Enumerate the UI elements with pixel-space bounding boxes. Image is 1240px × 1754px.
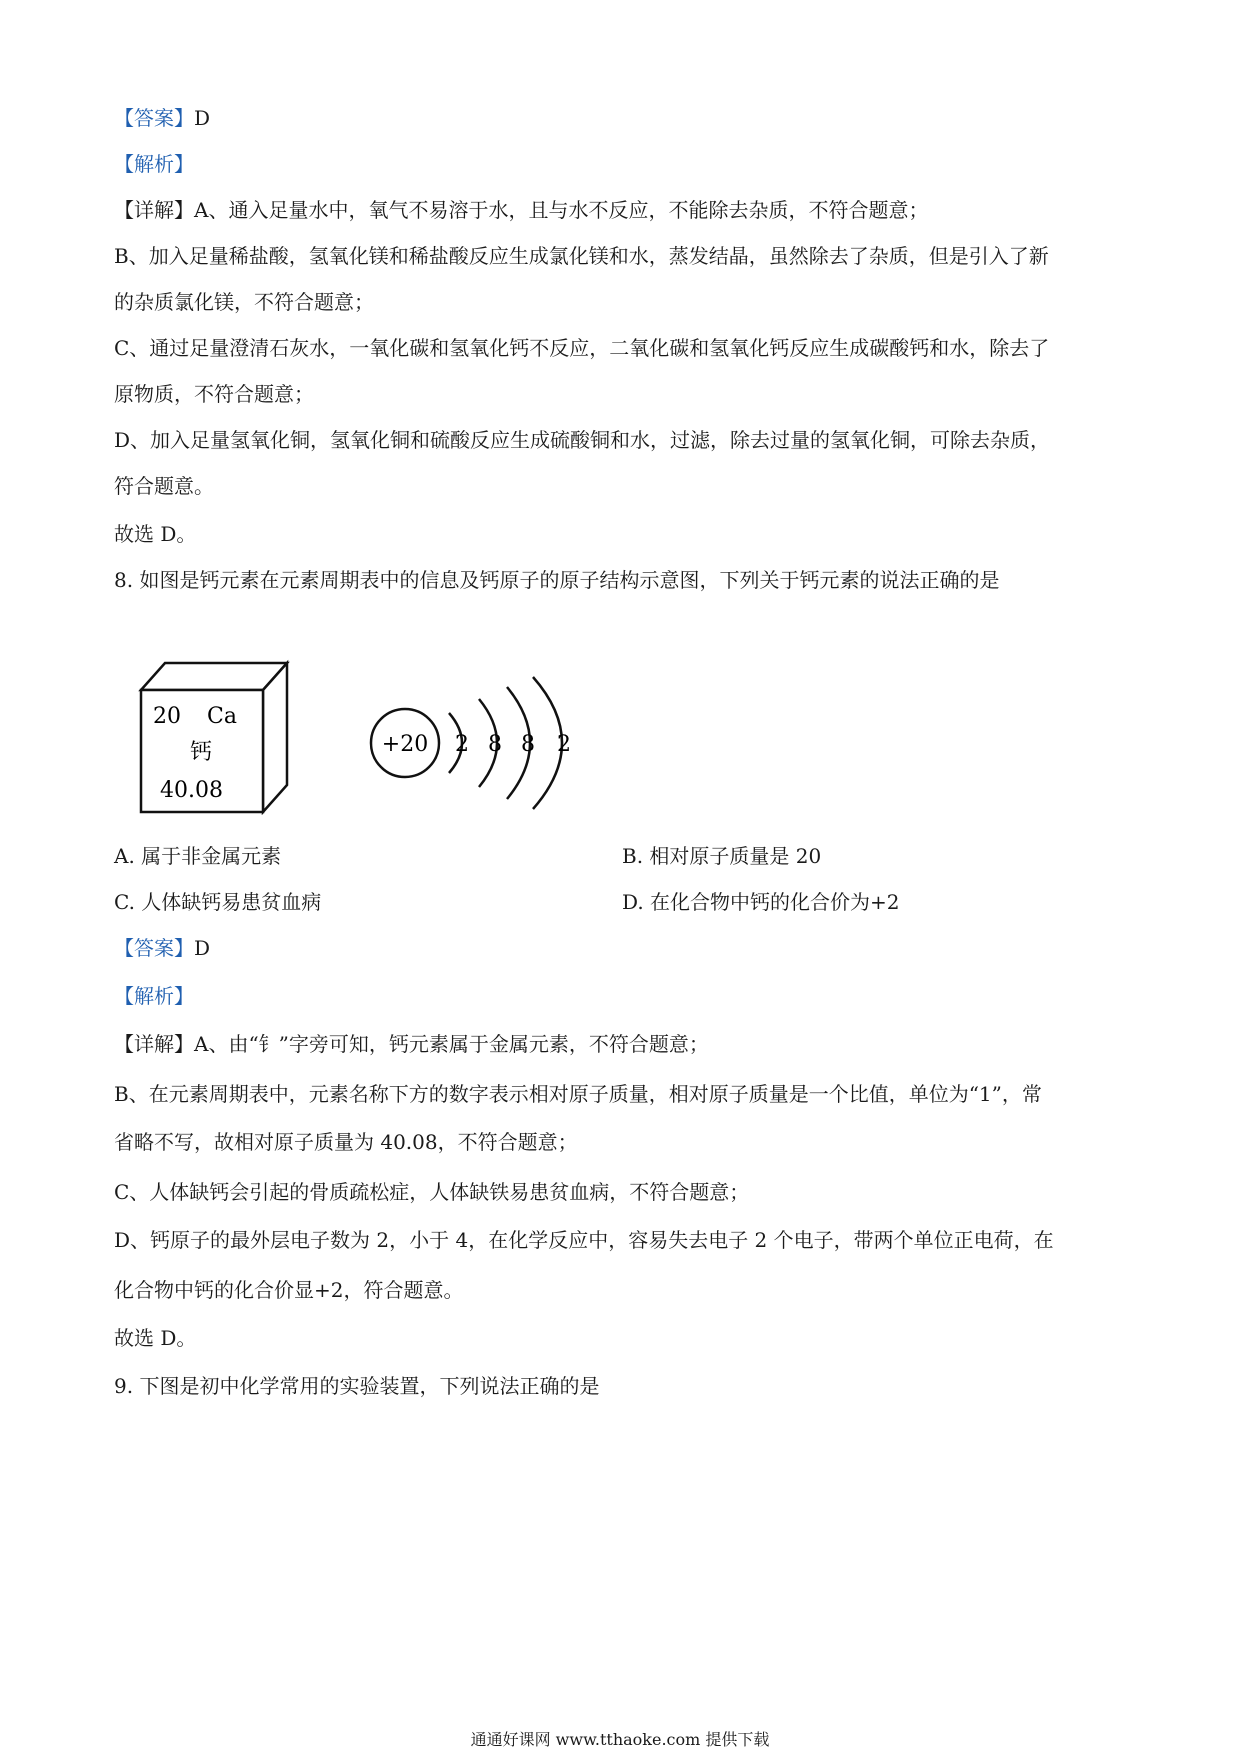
detail-line bbox=[114, 1030, 709, 1058]
option-a: A. 属于非金属元素 bbox=[114, 844, 282, 868]
question-8-stem: 8. 如图是钙元素在元素周期表中的信息及钙原子的原子结构示意图，下列关于钙元素的说法正确的是 bbox=[114, 568, 1000, 592]
detail-text: A、由“钅”字旁可知，钙元素属于金属元素，不符合题意； bbox=[194, 1032, 709, 1056]
answer-value: D bbox=[194, 936, 211, 960]
element-cell bbox=[141, 663, 287, 812]
analysis-tag: 【解析】 bbox=[114, 152, 194, 176]
shell-count-1: 2 bbox=[455, 732, 469, 757]
atomic-mass: 40.08 bbox=[160, 778, 223, 803]
detail-tag: 【详解】 bbox=[114, 198, 194, 222]
text-line: 的杂质氯化镁，不符合题意； bbox=[114, 290, 374, 314]
shell-count-4: 2 bbox=[557, 732, 571, 757]
analysis-tag: 【解析】 bbox=[114, 984, 194, 1008]
text-line: 故选 D。 bbox=[114, 1326, 197, 1350]
answer-line-2 bbox=[114, 934, 210, 962]
answer-value: D bbox=[194, 106, 211, 130]
calcium-figure bbox=[135, 655, 615, 815]
shell-count-2: 8 bbox=[488, 732, 502, 757]
text-line: 化合物中钙的化合价显+2，符合题意。 bbox=[114, 1278, 464, 1302]
text-line: 符合题意。 bbox=[114, 474, 214, 498]
answer-line-1 bbox=[114, 104, 210, 132]
nucleus-charge: +20 bbox=[381, 732, 429, 757]
element-symbol: Ca bbox=[207, 704, 237, 729]
text-line: 故选 D。 bbox=[114, 522, 197, 546]
answer-tag: 【答案】 bbox=[114, 936, 194, 960]
text-line: D、钙原子的最外层电子数为 2，小于 4，在化学反应中，容易失去电子 2 个电子，带两个单位正电荷，在 bbox=[114, 1228, 1054, 1252]
option-b: B. 相对原子质量是 20 bbox=[622, 844, 822, 868]
text-line: B、在元素周期表中，元素名称下方的数字表示相对原子质量，相对原子质量是一个比值，单位为“1”，常 bbox=[114, 1082, 1042, 1106]
page-footer: 通通好课网 www.tthaoke.com 提供下载 bbox=[470, 1730, 770, 1749]
atom-structure bbox=[371, 677, 571, 809]
atomic-number: 20 bbox=[153, 704, 181, 729]
text-line: D、加入足量氢氧化铜，氢氧化铜和硫酸反应生成硫酸铜和水，过滤，除去过量的氢氧化铜，可除去杂质， bbox=[114, 428, 1051, 452]
detail-text: A、通入足量水中，氧气不易溶于水，且与水不反应，不能除去杂质，不符合题意； bbox=[194, 198, 929, 222]
text-line: C、通过足量澄清石灰水，一氧化碳和氢氧化钙不反应，二氧化碳和氢氧化钙反应生成碳酸钙和水，除去了 bbox=[114, 336, 1050, 360]
shell-count-3: 8 bbox=[521, 732, 535, 757]
option-c: C. 人体缺钙易患贫血病 bbox=[114, 890, 322, 914]
detail-tag: 【详解】 bbox=[114, 1032, 194, 1056]
text-line: 原物质，不符合题意； bbox=[114, 382, 314, 406]
option-d: D. 在化合物中钙的化合价为+2 bbox=[622, 890, 900, 914]
text-line: C、人体缺钙会引起的骨质疏松症，人体缺铁易患贫血病，不符合题意； bbox=[114, 1180, 750, 1204]
element-name: 钙 bbox=[190, 740, 213, 765]
answer-tag: 【答案】 bbox=[114, 106, 194, 130]
question-9-stem: 9. 下图是初中化学常用的实验装置，下列说法正确的是 bbox=[114, 1374, 600, 1398]
text-line: B、加入足量稀盐酸，氢氧化镁和稀盐酸反应生成氯化镁和水，蒸发结晶，虽然除去了杂质，但是引入了新 bbox=[114, 244, 1049, 268]
text-line: 省略不写，故相对原子质量为 40.08，不符合题意； bbox=[114, 1130, 578, 1154]
detail-line bbox=[114, 196, 928, 224]
